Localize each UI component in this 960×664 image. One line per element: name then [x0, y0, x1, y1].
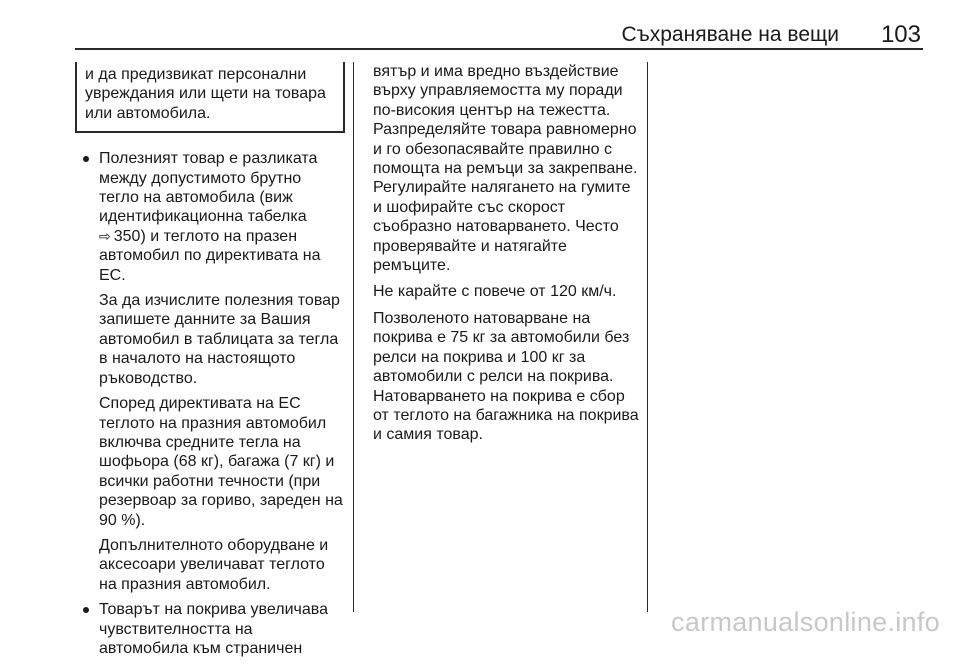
- bullet-text-after-ref: ) и теглото на празен автомобил по директивата на ЕС.: [99, 227, 321, 284]
- column-divider-left: [353, 62, 354, 612]
- sub-paragraph-1: За да изчислите полезния товар запишете данните за Вашия автомобил в таблицата за тегла в началото на настоящото ръководство.: [99, 292, 340, 387]
- warning-box: [75, 62, 345, 133]
- paragraph-2: Не карайте с повече от 120 км/ч.: [373, 283, 617, 301]
- bullet-text-before-ref: Полезният товар е разликата между допустимото брутно тегло на автомобила (виж идентификационна табелка: [99, 150, 318, 226]
- sub-paragraph-3: Допълнителното оборудване и аксесоари увеличават теглото на празния автомобил.: [99, 536, 329, 593]
- column-divider-right: [647, 62, 648, 612]
- arrow-ref-icon: ⇨: [99, 227, 111, 244]
- paragraph-3: Позволеното натоварване на покрива е 75 кг за автомобили без релси на покрива и 100 кг за автомобили с релси на покрива. Натоварването на покрива е сбор от теглото на багажника на покрива и самия товар.: [373, 309, 639, 444]
- sub-paragraph-2: Според директивата на ЕС теглото на празния автомобил включва средните тегла на шофьора (68 кг), багажа (7 кг) и всички работни течности (при резервоар за гориво, зареден на 90 %).: [99, 395, 343, 529]
- warning-text: и да предизвикат персонални увреждания или щети на товара или автомобила.: [85, 66, 326, 122]
- bullet-item-payload: [75, 149, 345, 285]
- bullet-dot-icon: [83, 156, 89, 162]
- page-number: 103: [880, 21, 921, 48]
- text-column-1: [75, 62, 345, 664]
- page-header: [75, 21, 923, 50]
- text-column-2: [373, 62, 643, 452]
- paragraph-1: вятър и има вредно въздействие върху управляемостта му поради по-високия център на тежестта. Разпределяйте товара равномерно и го обезопасявайте правилно с помощта на ремъци за закрепване. Регулирайте налягането на гумите и шофирайте със скорост съобразно натоварването. Често проверявайте и натягайте ремъците.: [373, 63, 638, 275]
- page-reference-link[interactable]: 350: [113, 227, 141, 245]
- watermark: carmanualsonline.info: [671, 607, 940, 637]
- bullet-text: Товарът на покрива увеличава чувствителността на автомобила към страничен: [99, 601, 328, 657]
- bullet-dot-icon: [83, 607, 89, 613]
- bullet-item-roof-load: [75, 600, 345, 658]
- section-title: Съхраняване на вещи: [621, 23, 839, 46]
